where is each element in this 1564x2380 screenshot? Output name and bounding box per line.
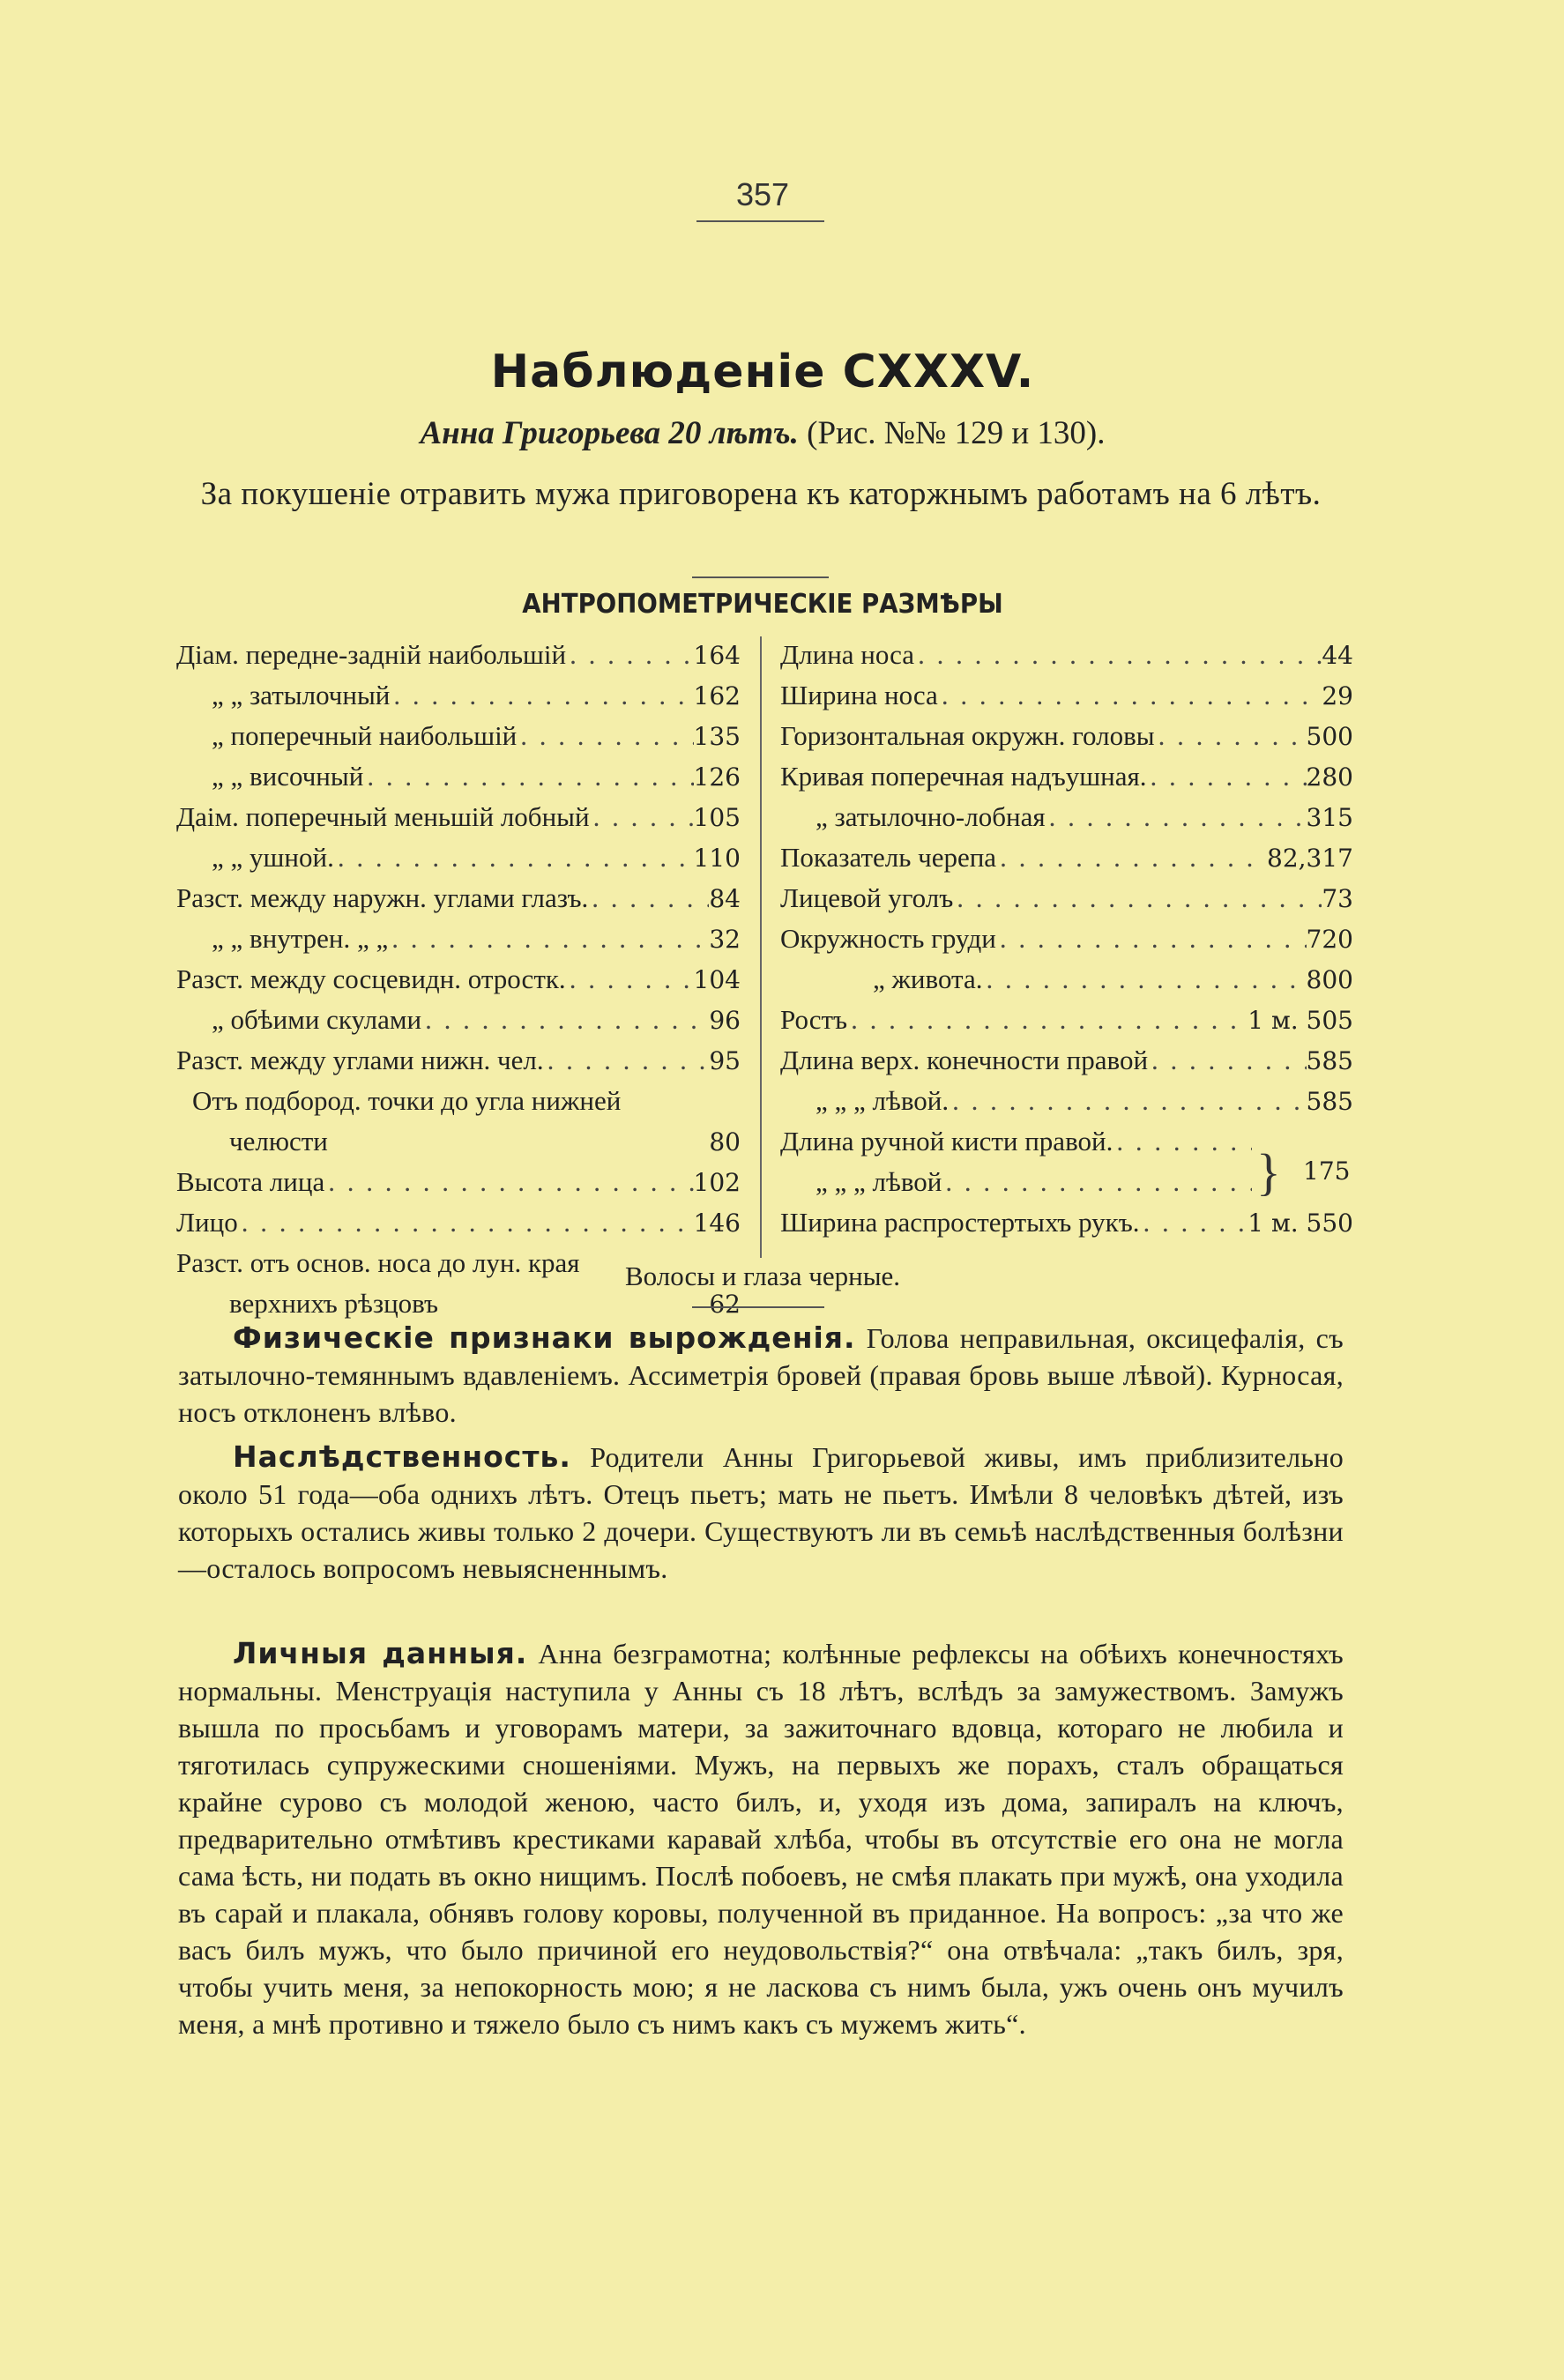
measurement-value: 146 <box>693 1209 741 1238</box>
measurement-value: 73 <box>1322 884 1353 913</box>
measurement-row <box>176 675 741 716</box>
measurement-row <box>176 959 741 1000</box>
measurement-value: 162 <box>693 681 741 710</box>
subject-name: Анна Григорьева 20 лѣтъ. <box>420 415 799 451</box>
paragraph-heredity <box>178 1439 1344 1587</box>
measurement-label: Разст. между наружн. углами глазъ. <box>176 882 589 913</box>
measurement-label: Даім. поперечный меньшій лобный <box>176 801 590 832</box>
paragraph-degeneration <box>178 1320 1344 1431</box>
measurement-row <box>780 716 1353 756</box>
paragraph-text: Родители Анны Григорьевой живы, имъ приблизительно около 51 года—оба однихъ лѣтъ. Отецъ пьетъ; мать не пьетъ. Имѣли 8 человѣкъ дѣтей, изъ которыхъ остались живы только 2 дочери. Существуютъ ли въ семьѣ наслѣдственныя болѣзни—осталось вопросомъ невыясненнымъ. <box>178 1441 1344 1584</box>
measurement-row <box>780 756 1353 797</box>
measurement-value: 104 <box>693 965 741 994</box>
page-number-rule <box>696 220 824 222</box>
measurement-label: „ „ внутрен. „ „ <box>212 923 389 954</box>
measurement-value: 102 <box>693 1168 741 1197</box>
paragraph-heading: Личныя данныя. <box>233 1636 528 1670</box>
measurement-row <box>780 1000 1353 1040</box>
measurement-label: „ „ „ лѣвой. <box>816 1085 950 1116</box>
measurement-row <box>780 878 1353 919</box>
figure-reference: (Рис. №№ 129 и 130). <box>807 415 1106 451</box>
measurement-label: Длина ручной кисти правой. <box>780 1126 1113 1157</box>
measurement-row <box>176 1162 741 1202</box>
section-rule <box>692 1306 824 1308</box>
measurement-value: 62 <box>709 1290 741 1319</box>
measurement-label: Длина носа <box>780 639 915 670</box>
measurement-row <box>176 1000 741 1040</box>
measurement-label: Разст. между углами нижн. чел. <box>176 1045 544 1075</box>
measurement-label: Ростъ <box>780 1004 848 1035</box>
measurement-label: Отъ подбород. точки до угла нижней <box>192 1085 622 1116</box>
measurement-label: Кривая поперечная надъушная. <box>780 761 1147 792</box>
measurement-value: 800 <box>1306 965 1353 994</box>
measurement-row <box>176 919 741 959</box>
measurement-label: „ „ височный <box>212 761 364 792</box>
measurement-row <box>176 1202 741 1243</box>
measurement-row <box>176 756 741 797</box>
measurement-value: 585 <box>1306 1087 1353 1116</box>
section-rule <box>692 576 829 578</box>
measurement-label: Длина верх. конечности правой <box>780 1045 1149 1075</box>
measurement-label: „ „ ушной. <box>212 842 334 873</box>
subtitle <box>0 414 1525 452</box>
measurement-label: „ „ затылочный <box>212 680 391 710</box>
paragraph-heading: Физическіе признаки вырожденія. <box>233 1320 856 1355</box>
measurement-value: 82,317 <box>1267 844 1353 873</box>
measurement-row <box>176 635 741 675</box>
measurement-row <box>780 919 1353 959</box>
measurement-value: 315 <box>1306 803 1353 832</box>
measurement-row <box>780 635 1353 675</box>
measurement-row <box>780 959 1353 1000</box>
measurement-label-cont: челюсти <box>229 1126 328 1157</box>
measurement-value: 32 <box>709 925 741 954</box>
measurement-label-cont: верхнихъ рѣзцовъ <box>229 1288 439 1319</box>
measurement-row <box>780 1121 1252 1162</box>
measurement-value: 84 <box>709 884 741 913</box>
measurement-label: Лицо <box>176 1207 238 1238</box>
measurement-row <box>176 797 741 837</box>
paragraph-heading: Наслѣдственность. <box>233 1439 571 1474</box>
measurement-label: Горизонтальная окружн. головы <box>780 720 1155 751</box>
measurement-row <box>780 837 1353 878</box>
measurement-row <box>780 1040 1353 1081</box>
measurement-row <box>176 1081 741 1162</box>
measurement-value: 585 <box>1306 1046 1353 1075</box>
measurement-value: 105 <box>693 803 741 832</box>
measurement-value: 44 <box>1322 641 1353 670</box>
measurement-label: „ живота. <box>873 963 983 994</box>
measurement-value: 96 <box>709 1006 741 1035</box>
measurement-value: 126 <box>693 762 741 792</box>
measurement-row <box>176 878 741 919</box>
measurement-label: „ затылочно-лобная <box>816 801 1046 832</box>
brace-icon: } <box>1256 1143 1281 1201</box>
paragraph-text: Голова неправильная, оксицефалія, съ затылочно-темяннымъ вдавленіемъ. Ассиметрія бровей (правая бровь выше лѣвой). Курносая, носъ отклоненъ влѣво. <box>178 1322 1344 1428</box>
measurement-label: „ обѣими скулами <box>212 1004 422 1035</box>
measurement-value: 720 <box>1306 925 1353 954</box>
measurement-value: 500 <box>1306 722 1353 751</box>
measurement-value: 29 <box>1322 681 1353 710</box>
measurement-value: 80 <box>709 1127 741 1157</box>
measurements-title: АНТРОПОМЕТРИЧЕСКІЕ РАЗМѢРЫ <box>522 589 1003 620</box>
paragraph-personal-data <box>178 1635 1344 2042</box>
measurement-value: 95 <box>709 1046 741 1075</box>
measurement-value: 110 <box>693 844 741 873</box>
measurement-value: 1 м. 550 <box>1247 1209 1353 1238</box>
measurement-label: Разст. между сосцевидн. отростк. <box>176 963 566 994</box>
hand-length-value: 175 <box>1303 1157 1351 1186</box>
paragraph-text: Анна безграмотна; колѣнные рефлексы на обѣихъ конечностяхъ нормальны. Менструація наступила у Анны съ 18 лѣтъ, вслѣдъ за замужествомъ. Замужъ вышла по просьбамъ и уговорамъ матери, за зажиточнаго вдовца, котораго не любила и тяготилась супружескими сношеніями. Мужъ, на первыхъ же порахъ, сталъ обращаться крайне сурово съ молодой женою, часто билъ, и, уходя изъ дома, запиралъ на ключъ, предварительно отмѣтивъ крестиками каравай хлѣба, чтобы въ отсутствіе его она не могла сама ѣсть, ни подать въ окно нищимъ. Послѣ побоевъ, не смѣя плакать при мужѣ, она уходила въ сарай и плакала, обнявъ голову коровы, полученной въ приданное. На вопросъ: „за что же васъ билъ мужъ, что было причиной его неудовольствія?“ она отвѣчала: „такъ билъ, зря, чтобы учить меня, за непокорность мою; я не ласкова съ нимъ была, ужъ очень онъ мучилъ меня, а мнѣ противно и тяжело было съ нимъ какъ съ мужемъ жить“. <box>178 1638 1344 2040</box>
measurement-row <box>780 1081 1353 1121</box>
measurement-label: Ширина распростертыхъ рукъ. <box>780 1207 1140 1238</box>
measurement-value: 280 <box>1306 762 1353 792</box>
measurement-label: „ поперечный наибольшій <box>212 720 518 751</box>
measurement-row <box>176 1040 741 1081</box>
page-number: 357 <box>735 176 790 212</box>
measurement-label: Высота лица <box>176 1166 325 1197</box>
hair-eyes-note: Волосы и глаза черные. <box>624 1261 901 1291</box>
measurement-row <box>780 797 1353 837</box>
column-divider <box>760 636 762 1258</box>
measurement-row <box>780 1162 1252 1202</box>
measurement-label: Діам. передне-задній наибольшій <box>176 639 567 670</box>
measurement-row <box>780 675 1353 716</box>
measurement-value: 135 <box>693 722 741 751</box>
left-measurements-column <box>176 635 741 1324</box>
measurement-row <box>176 716 741 756</box>
measurement-label: Показатель черепа <box>780 842 997 873</box>
measurement-value: 164 <box>693 641 741 670</box>
observation-title: Наблюденіе CXXXV. <box>490 346 1035 398</box>
measurement-label: Лицевой уголъ <box>780 882 954 913</box>
measurement-row <box>176 837 741 878</box>
measurement-label: Ширина носа <box>780 680 938 710</box>
measurement-label: „ „ „ лѣвой <box>816 1166 942 1197</box>
measurement-label: Окружность груди <box>780 923 996 954</box>
measurement-label: Разст. отъ основ. носа до лун. края <box>176 1247 580 1278</box>
sentence-text: За покушеніе отравить мужа приговорена къ каторжнымъ работамъ на 6 лѣтъ. <box>200 476 1322 512</box>
measurement-value: 1 м. 505 <box>1247 1006 1353 1035</box>
